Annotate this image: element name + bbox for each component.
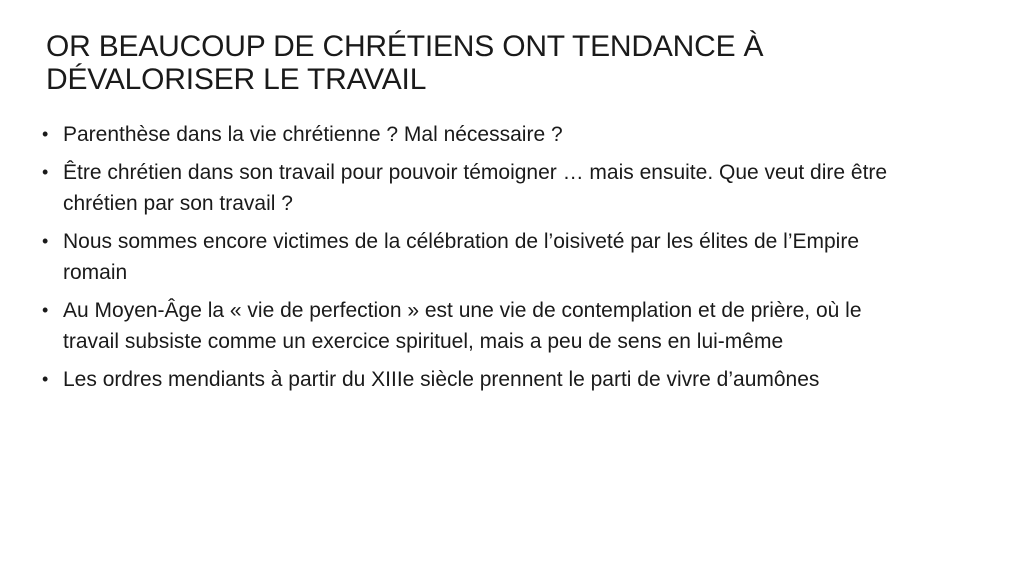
- bullet-text: Nous sommes encore victimes de la célébration de l’oisiveté par les élites de l’Empire romain: [63, 230, 860, 284]
- bullet-item: [38, 295, 918, 357]
- bullet-icon: •: [42, 369, 49, 389]
- slide-title: OR BEAUCOUP DE CHRÉTIENS ONT TENDANCE À DÉVALORISER LE TRAVAIL: [46, 30, 764, 96]
- bullet-text: Au Moyen-Âge la « vie de perfection » est une vie de contemplation et de prière, où le travail subsiste comme un exercice spirituel, mais a peu de sens en lui-même: [63, 299, 862, 353]
- bullet-item: [38, 226, 918, 288]
- bullet-text: Les ordres mendiants à partir du XIIIe siècle prennent le parti de vivre d’aumônes: [63, 368, 820, 391]
- bullet-item: [38, 157, 918, 219]
- bullet-text: Être chrétien dans son travail pour pouvoir témoigner … mais ensuite. Que veut dire être chrétien par son travail ?: [63, 161, 888, 215]
- bullet-icon: •: [42, 231, 49, 251]
- bullet-icon: •: [42, 300, 49, 320]
- bullet-list: [38, 119, 918, 395]
- bullet-item: [38, 119, 918, 150]
- bullet-icon: •: [42, 124, 49, 144]
- bullet-text: Parenthèse dans la vie chrétienne ? Mal nécessaire ?: [63, 123, 563, 146]
- bullet-item: [38, 364, 918, 395]
- bullet-icon: •: [42, 162, 49, 182]
